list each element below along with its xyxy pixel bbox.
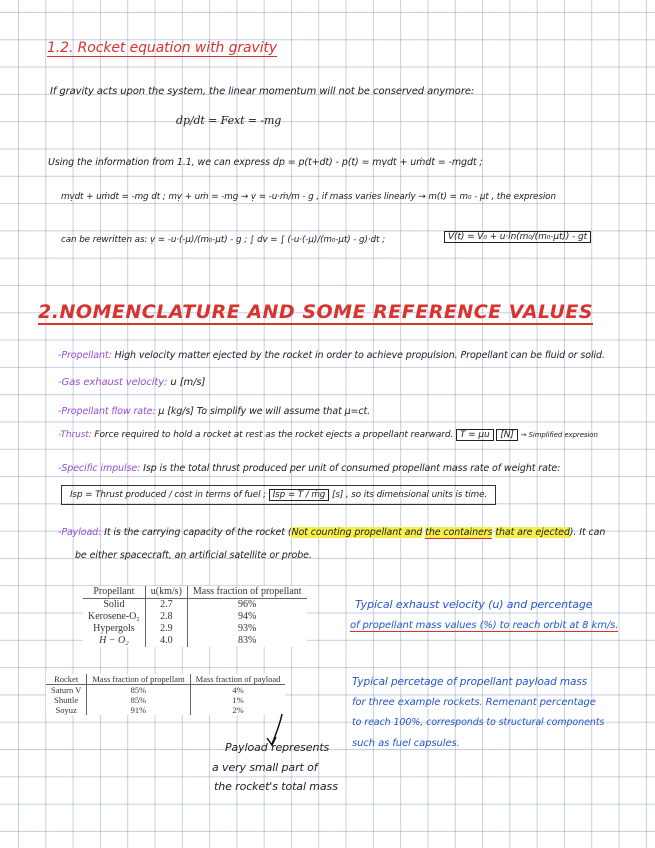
flow-rate-definition <box>58 406 370 417</box>
payload-note-line-1: Payload represents <box>225 741 330 754</box>
thrust-term: -Thrust: <box>58 430 92 440</box>
isp-formula-box: Isp = Thrust produced / cost in terms of fuel ; Isp = T / ṁg [s] , so its dimensional units is time. <box>61 485 496 505</box>
payload-highlight-1: Not counting propellant and <box>291 527 423 538</box>
thrust-unit-box: [N] <box>496 429 517 441</box>
gas-exhaust-def-text: u [m/s] <box>170 377 206 388</box>
section-1-title: 1.2. Rocket equation with gravity <box>47 40 278 56</box>
table-row: Saturn V 85% 4% <box>46 685 285 696</box>
thrust-definition <box>58 430 598 440</box>
propellant-term: -Propellant: <box>58 350 112 361</box>
table-row: Hypergols 2.9 93% <box>83 623 307 635</box>
table2-header: Mass fraction of propellant <box>87 674 190 685</box>
payload-definition-line-2: be either spacecraft, an artificial satellite or probe. <box>75 550 312 561</box>
table-row: Soyuz 91% 2% <box>46 705 285 715</box>
payload-note-line-3: the rocket's total mass <box>214 780 338 793</box>
thrust-formula-box: T = μu <box>456 429 494 441</box>
table1-header: Propellant <box>83 586 145 599</box>
table1-caption-line-2: of propellant mass values (%) to reach orbit at 8 km/s. <box>350 620 619 631</box>
payload-term: -Payload: <box>58 527 102 538</box>
table-row: Kerosene-O₂ 2.8 94% <box>83 611 307 623</box>
specific-impulse-term: -Specific impulse: <box>58 463 141 474</box>
gas-exhaust-definition <box>58 377 205 388</box>
gravity-intro-text: If gravity acts upon the system, the linear momentum will not be conserved anymore: <box>50 86 475 97</box>
specific-impulse-definition <box>58 463 560 474</box>
table2-header: Rocket <box>46 674 87 685</box>
momentum-equation: dp/dt = Fext = -mg <box>176 114 282 127</box>
table-row: Solid 2.7 96% <box>83 599 307 612</box>
table-row: H − O₂ 4.0 83% <box>83 635 307 647</box>
isp-result-box: Isp = T / ṁg <box>269 489 330 501</box>
velocity-derivation-text: mṿdt + uṁdt = -mg dt ; mṿ + uṁ = -mg → ṿ = -u·ṁ/m - g , if mass varies linearly → m(t) = m₀ - μt , the expresion <box>61 192 556 202</box>
propellant-table <box>83 586 307 647</box>
table2-header: Mass fraction of payload <box>190 674 285 685</box>
thrust-def-text: Force required to hold a rocket at rest as the rocket ejects a propellant rearward. <box>94 430 454 440</box>
table1-header: u(km/s) <box>145 586 187 599</box>
rocket-equation-result-box: V(t) = V₀ + u·ln(m₀/(m₀-μt)) - gt <box>444 231 591 243</box>
payload-highlight-3: that are ejected <box>495 527 570 538</box>
table1-caption-line-1: Typical exhaust velocity (u) and percentage <box>355 598 593 611</box>
flow-rate-term: -Propellant flow rate: <box>58 406 156 417</box>
rocket-payload-table <box>46 674 285 715</box>
integration-text: can be rewritten as: ṿ = -u·(-μ)/(m₀-μt) - g ; ∫ dv = ∫ (-u·(-μ)/(m₀-μt) - g)·dt ; <box>61 235 385 245</box>
thrust-note: → Simplified expresion <box>520 431 598 439</box>
propellant-def-text: High velocity matter ejected by the rocket in order to achieve propulsion. Propellant can be fluid or solid. <box>114 350 605 361</box>
table2-caption-line-4: such as fuel capsules. <box>352 738 460 749</box>
specific-impulse-def-text: Isp is the total thrust produced per unit of consumed propellant mass rate of weight rate: <box>143 463 561 474</box>
section-2-title: 2.NOMENCLATURE AND SOME REFERENCE VALUES <box>38 301 594 323</box>
flow-rate-def-text: μ [kg/s] To simplify we will assume that μ=ct. <box>158 406 371 417</box>
payload-definition: -Payload: It is the carrying capacity of the rocket (Not counting propellant and the containers that are ejected). It can <box>58 527 606 538</box>
table2-caption-line-1: Typical percetage of propellant payload mass <box>352 676 588 688</box>
table1-header: Mass fraction of propellant <box>187 586 306 599</box>
propellant-definition <box>58 350 605 361</box>
payload-note-line-2: a very small part of <box>212 761 318 774</box>
momentum-expression-text: Using the information from 1.1, we can express dp = p(t+dt) - p(t) = mṿdt + uṁdt = -mgdt ; <box>48 157 483 168</box>
table2-caption-line-2: for three example rockets. Remenant percentage <box>352 697 596 708</box>
payload-highlight-2: the containers <box>425 527 493 538</box>
table2-caption-line-3: to reach 100%, corresponds to structural components <box>352 717 605 728</box>
table-row: Shuttle 85% 1% <box>46 695 285 705</box>
gas-exhaust-term: -Gas exhaust velocity: <box>58 377 168 388</box>
